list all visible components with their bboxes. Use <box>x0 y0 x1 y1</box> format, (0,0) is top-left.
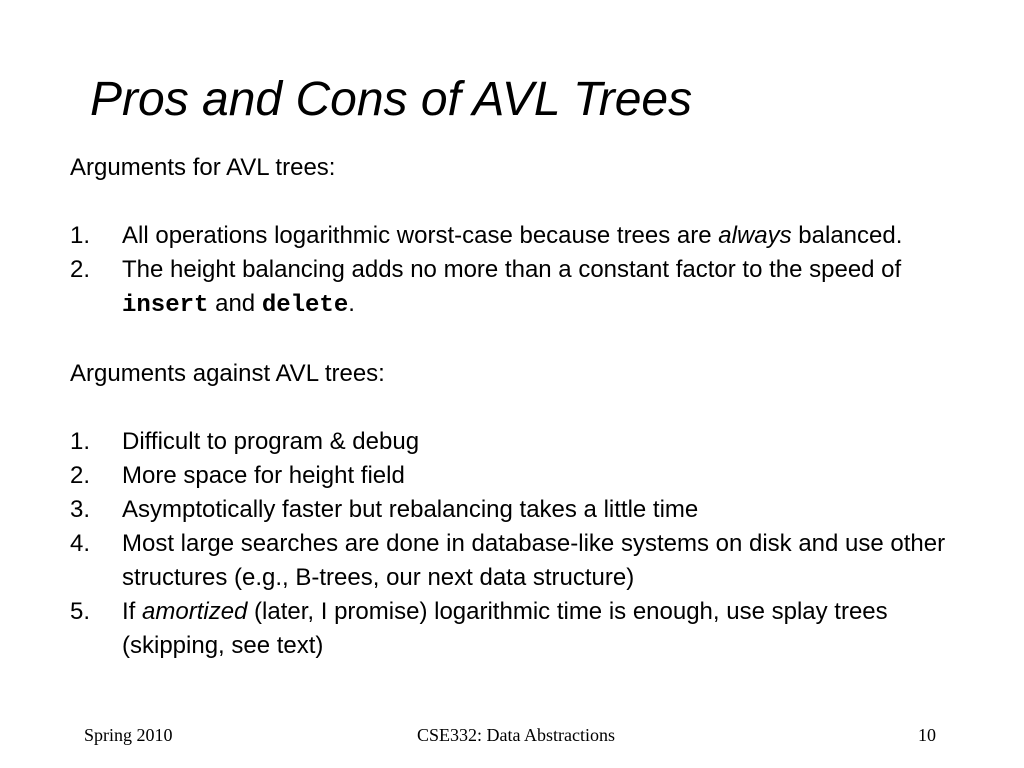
pros-item-1 <box>70 219 990 253</box>
cons-item-3-number: 3. <box>70 496 91 523</box>
cons-item-3-text: Asymptotically faster but rebalancing takes a little time <box>122 496 699 523</box>
pros-item-2-text-before: The height balancing adds no more than a constant factor to the speed of <box>122 256 902 283</box>
cons-item-4-text: Most large searches are done in database-like systems on disk and use other structures (e.g., B-trees, our next data structure) <box>122 530 946 591</box>
footer-date: Spring 2010 <box>84 725 173 745</box>
pros-item-2-text-after: . <box>348 290 355 317</box>
cons-item-2-number: 2. <box>70 462 91 489</box>
delete-keyword: delete <box>261 292 349 319</box>
cons-item-1 <box>70 425 990 459</box>
slide-title: Pros and Cons of AVL Trees <box>90 73 693 126</box>
cons-list <box>70 425 990 663</box>
pros-heading: Arguments for AVL trees: <box>70 154 336 181</box>
cons-item-4-number: 4. <box>70 530 91 557</box>
cons-heading: Arguments against AVL trees: <box>70 360 385 387</box>
footer-course: CSE332: Data Abstractions <box>417 725 615 745</box>
cons-item-1-text: Difficult to program & debug <box>122 428 420 455</box>
cons-item-3 <box>70 493 990 527</box>
footer-page-number: 10 <box>918 725 936 745</box>
cons-item-2-text: More space for height field <box>122 462 405 489</box>
cons-item-5-emphasis: amortized <box>142 598 248 625</box>
spacer <box>70 323 990 357</box>
slide-content <box>70 151 990 663</box>
cons-item-1-number: 1. <box>70 428 91 455</box>
spacer <box>70 185 990 219</box>
insert-keyword: insert <box>122 292 209 319</box>
pros-item-1-number: 1. <box>70 222 91 249</box>
pros-item-2-number: 2. <box>70 256 91 283</box>
cons-item-5-number: 5. <box>70 598 91 625</box>
pros-list <box>70 219 990 323</box>
spacer <box>70 391 990 425</box>
pros-item-2 <box>70 253 990 323</box>
pros-item-2-text-middle: and <box>208 290 262 317</box>
pros-item-1-emphasis: always <box>718 222 792 249</box>
cons-item-4 <box>70 527 990 595</box>
cons-item-5 <box>70 595 990 663</box>
cons-item-5-text-before: If <box>122 598 143 625</box>
pros-item-1-text-after: balanced. <box>791 222 903 249</box>
cons-item-5-text-after: (later, I promise) logarithmic time is enough, use splay trees (skipping, see text) <box>122 598 888 659</box>
cons-item-2 <box>70 459 990 493</box>
pros-item-1-text-before: All operations logarithmic worst-case because trees are <box>122 222 719 249</box>
